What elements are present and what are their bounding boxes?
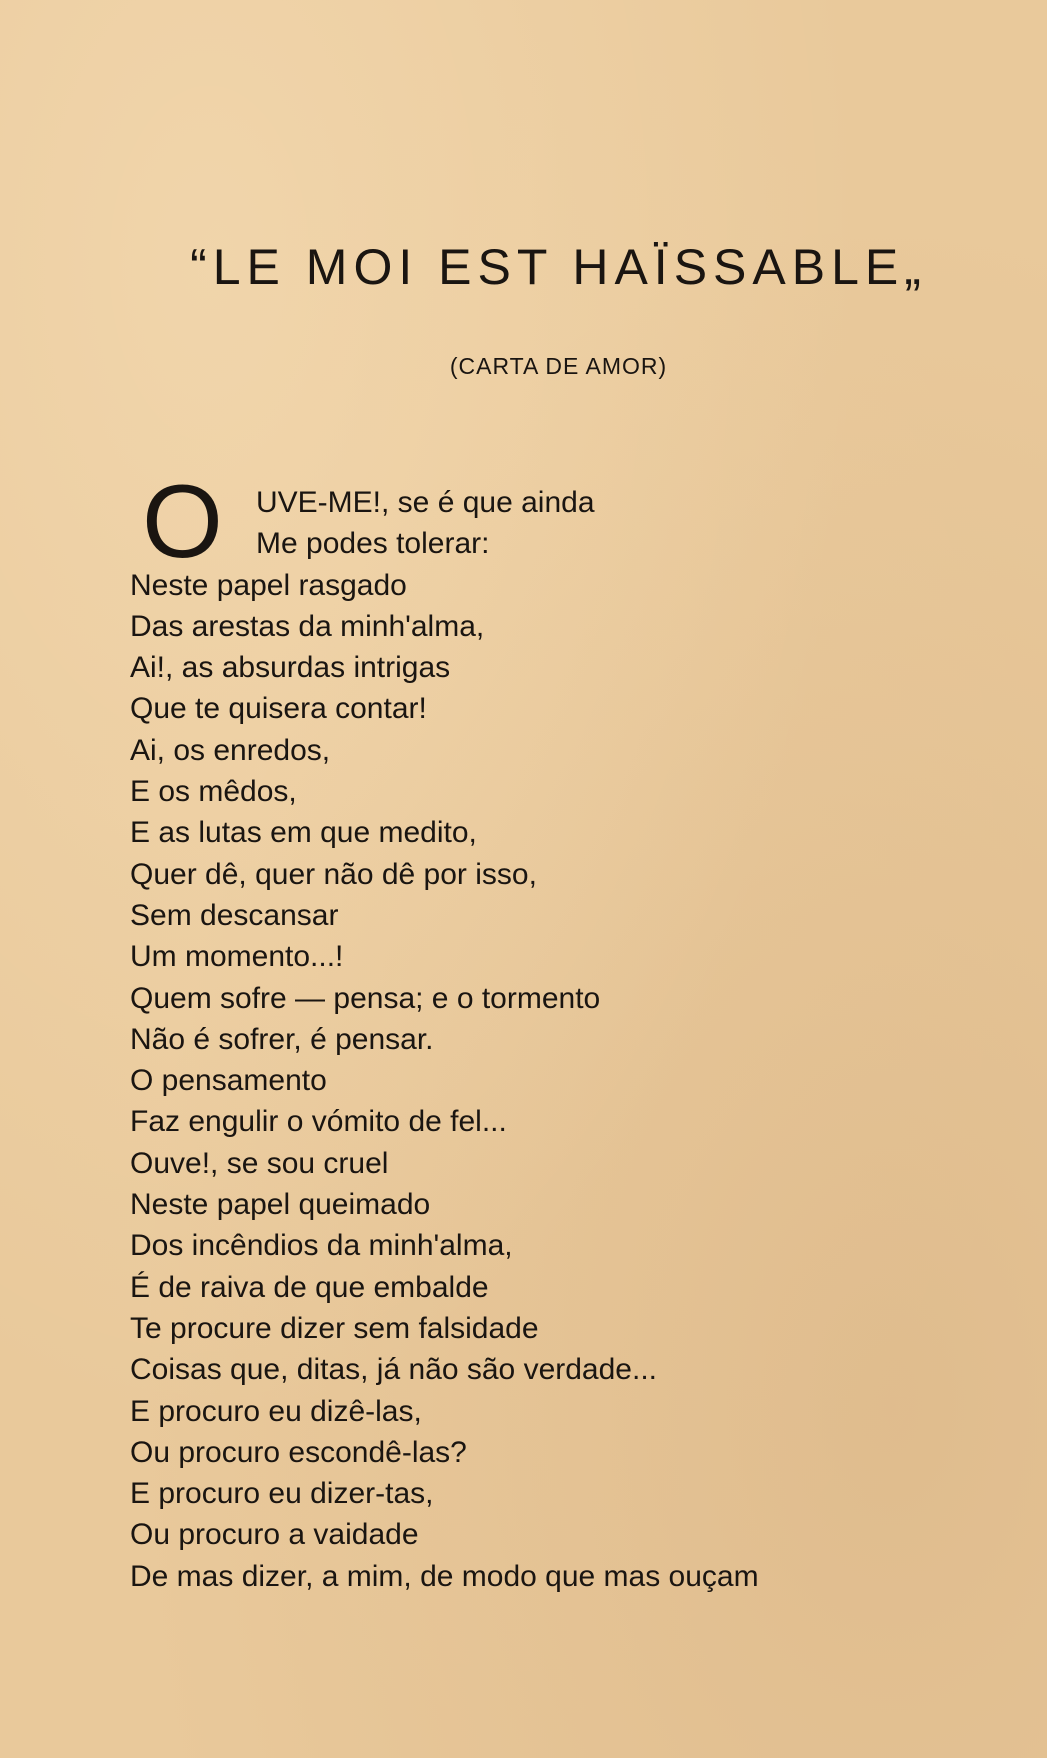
drop-cap: O — [142, 464, 223, 580]
poem-line: Neste papel rasgado — [130, 568, 407, 602]
poem-line: O pensamento — [130, 1064, 327, 1098]
poem-line: Coisas que, ditas, já não são verdade... — [130, 1353, 657, 1387]
poem-line: É de raiva de que embalde — [130, 1270, 489, 1304]
poem-line: Ai!, as absurdas intrigas — [130, 651, 451, 685]
poem-line: Ai, os enredos, — [130, 733, 331, 767]
poem-line: Me podes tolerar: — [256, 527, 490, 561]
poem-line: UVE-ME!, se é que ainda — [256, 486, 595, 519]
poem-line: Sem descansar — [130, 898, 339, 932]
poem-line: Te procure dizer sem falsidade — [130, 1311, 539, 1345]
poem-line: Ouve!, se sou cruel — [130, 1146, 389, 1180]
poem-line: E procuro eu dizer-tas, — [130, 1477, 434, 1511]
poem-line: Quem sofre — pensa; e o tormento — [130, 981, 601, 1015]
poem-line: Faz engulir o vómito de fel... — [130, 1105, 507, 1139]
poem-line: Das arestas da minh'alma, — [130, 609, 485, 643]
poem-line: Não é sofrer, é pensar. — [130, 1022, 434, 1056]
poem-line: E procuro eu dizê-las, — [130, 1394, 422, 1428]
poem-line: Um momento...! — [130, 940, 344, 974]
poem-body — [130, 482, 1030, 1597]
poem-subtitle: (CARTA DE AMOR) — [449, 353, 668, 379]
poem-line: Dos incêndios da minh'alma, — [130, 1229, 513, 1263]
poem-title: “LE MOI EST HAÏSSABLE„ — [190, 239, 927, 295]
poem-line: E as lutas em que medito, — [130, 816, 477, 850]
poem-line: Quer dê, quer não dê por isso, — [130, 857, 537, 891]
poem-line: De mas dizer, a mim, de modo que mas ouçam — [130, 1559, 759, 1593]
poem-line: Que te quisera contar! — [130, 692, 427, 726]
poem-line: E os mêdos, — [130, 775, 297, 809]
poem-line: Neste papel queimado — [130, 1188, 431, 1222]
poem-line: Ou procuro escondê-las? — [130, 1435, 467, 1469]
poem-line: Ou procuro a vaidade — [130, 1518, 419, 1552]
